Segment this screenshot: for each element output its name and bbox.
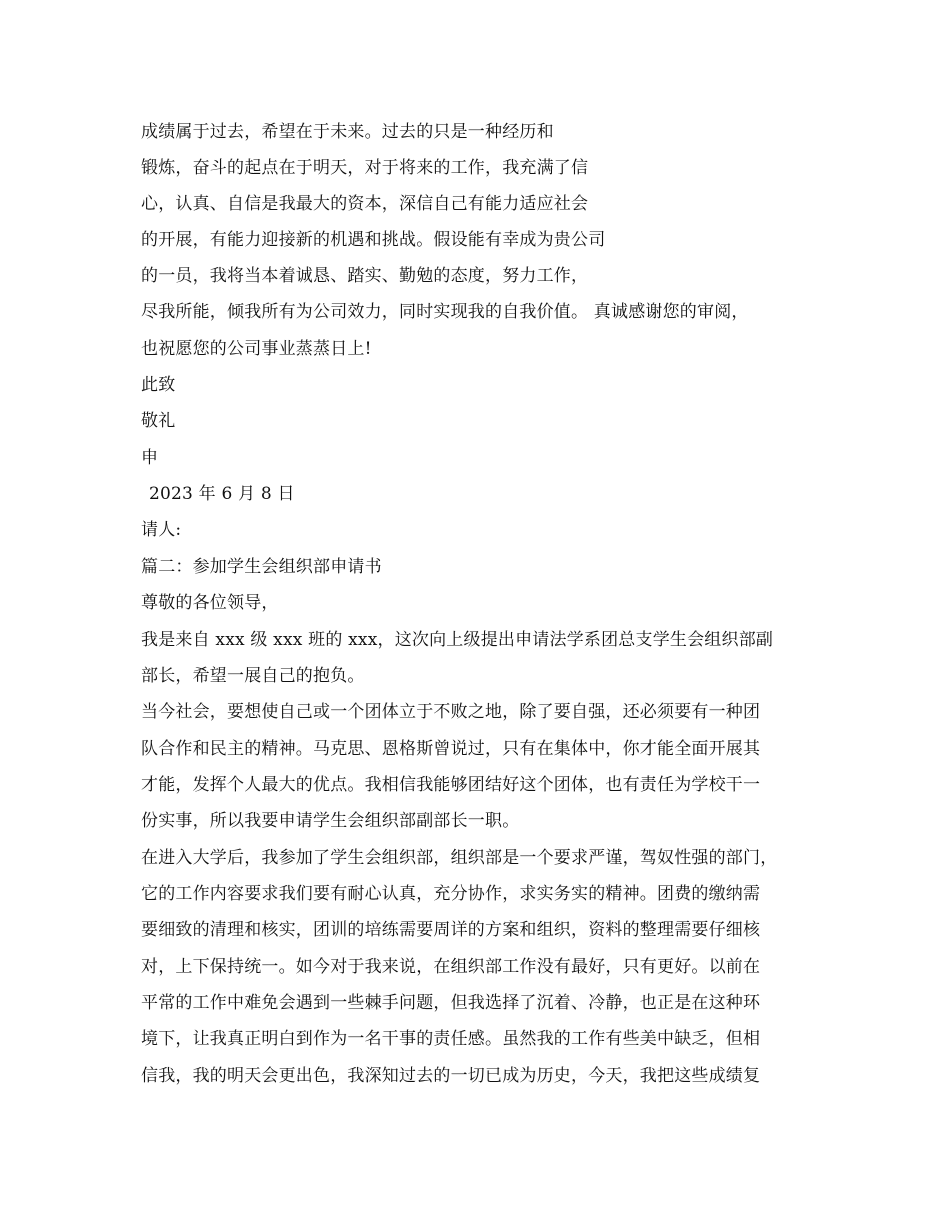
text-line: 它的工作内容要求我们要有耐心认真，充分协作，求实务实的精神。团费的缴纳需: [141, 884, 761, 904]
date-line: 2023 年 6 月 8 日: [149, 484, 295, 504]
signature-line: 申: [141, 448, 159, 468]
text-line: 尽我所能，倾我所有为公司效力，同时实现我的自我价值。 真诚感谢您的审阅，: [141, 302, 749, 322]
text-line: 的开展，有能力迎接新的机遇和挑战。假设能有幸成为贵公司: [141, 230, 606, 250]
text-line: 部长，希望一展自己的抱负。: [141, 666, 365, 686]
section-heading: 篇二：参加学生会组织部申请书: [141, 557, 382, 577]
text-line: 当今社会，要想使自己或一个团体立于不败之地，除了要自强，还必须要有一种团: [141, 702, 761, 722]
text-line: 锻炼，奋斗的起点在于明天，对于将来的工作，我充满了信: [141, 158, 589, 178]
text-line: 才能，发挥个人最大的优点。我相信我能够团结好这个团体，也有责任为学校干一: [141, 775, 761, 795]
text-line: 我是来自 xxx 级 xxx 班的 xxx，这次向上级提出申请法学系团总支学生会组织部副: [141, 630, 774, 650]
text-line: 份实事，所以我要申请学生会组织部副部长一职。: [141, 811, 520, 831]
text-line: 的一员，我将当本着诚恳、踏实、勤勉的态度，努力工作，: [141, 266, 589, 286]
closing-line: 敬礼: [141, 411, 176, 431]
text-line: 队合作和民主的精神。马克思、恩格斯曾说过，只有在集体中，你才能全面开展其: [141, 739, 761, 759]
salutation: 尊敬的各位领导，: [141, 593, 279, 613]
text-line: 在进入大学后，我参加了学生会组织部，组织部是一个要求严谨，驾奴性强的部门，: [141, 848, 778, 868]
text-line: 对，上下保持统一。如今对于我来说，在组织部工作没有最好，只有更好。以前在: [141, 957, 761, 977]
text-line: 心，认真、自信是我最大的资本，深信自己有能力适应社会: [141, 194, 589, 214]
text-line: 境下，让我真正明白到作为一名干事的责任感。虽然我的工作有些美中缺乏，但相: [141, 1029, 761, 1049]
text-line: 信我，我的明天会更出色，我深知过去的一切已成为历史，今天，我把这些成绩复: [141, 1066, 761, 1086]
signature-line: 请人:: [141, 520, 182, 540]
text-line: 成绩属于过去，希望在于未来。过去的只是一种经历和: [141, 122, 554, 142]
text-line: 也祝愿您的公司事业蒸蒸日上!: [141, 339, 372, 359]
text-line: 平常的工作中难免会遇到一些棘手问题，但我选择了沉着、冷静，也正是在这种环: [141, 993, 761, 1013]
closing-line: 此致: [141, 375, 176, 395]
text-line: 要细致的清理和核实，团训的培练需要周详的方案和组织，资料的整理需要仔细核: [141, 920, 761, 940]
